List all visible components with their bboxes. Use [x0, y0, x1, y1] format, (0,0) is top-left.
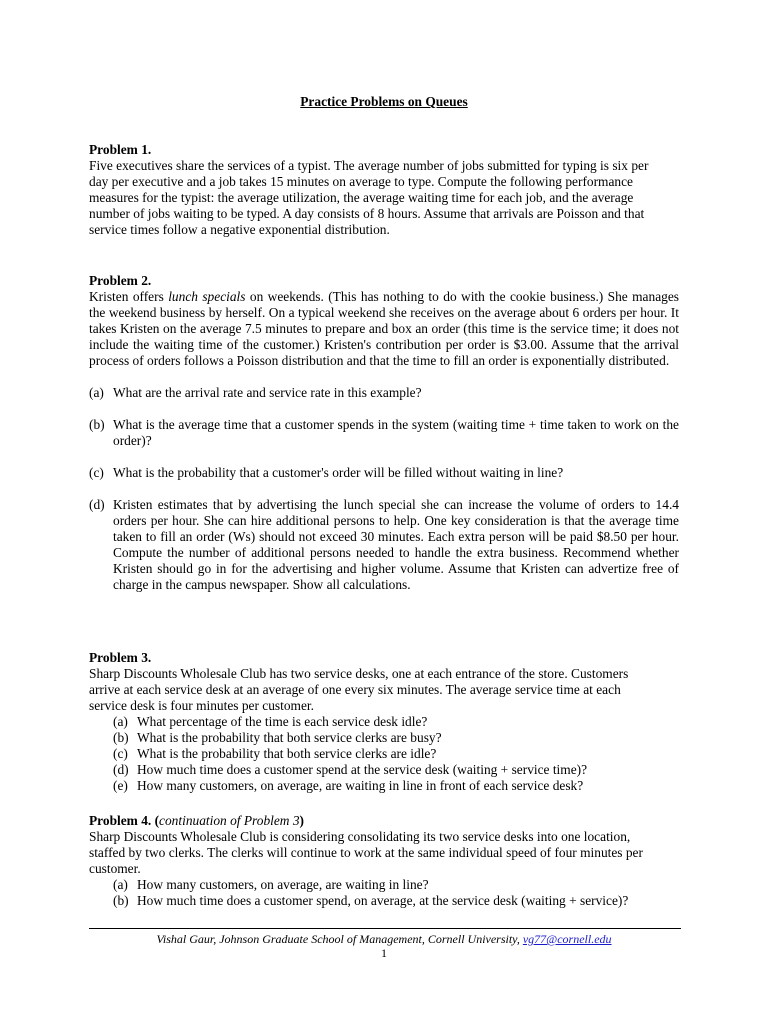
page-number: 1 [381, 946, 387, 960]
question-4b [113, 893, 679, 909]
problem-1-line: number of jobs waiting to be typed. A day consists of 8 hours. Assume that arrivals are Poisson and that [89, 206, 645, 221]
intro-text: on weekends. (This has nothing to do with the cookie business.) She manages the weekend business by herself. On a typical weekend she receives on the average about 6 orders per hour. It takes Kristen on the average 7.5 minutes to prepare and box an order (this time is the service time; it does not include the waiting time of the customer.) Kristen's contribution per order is $3.00. Assume that the arrival process of orders follows a Poisson distribution and that the time to fill an order is exponentially distributed. [89, 289, 679, 368]
problem-3 [89, 650, 679, 794]
problem-4-heading [89, 813, 679, 829]
problem-3-heading: Problem 3. [89, 650, 152, 665]
problem-4-text [89, 829, 679, 877]
item-label: (a) [113, 877, 128, 892]
problem-4-line: staffed by two clerks. The clerks will continue to work at the same individual speed of four minutes per [89, 845, 643, 860]
problem-1 [89, 142, 679, 238]
problem-3-line: Sharp Discounts Wholesale Club has two service desks, one at each entrance of the store. Customers [89, 666, 629, 681]
item-text: What is the average time that a customer spends in the system (waiting time + time taken to work on the order)? [113, 417, 679, 448]
question-2b [89, 417, 679, 449]
footer-text: Vishal Gaur, Johnson Graduate School of Management, Cornell University, [156, 932, 523, 946]
heading-text: ) [299, 813, 304, 828]
problem-3-questions [113, 714, 679, 794]
item-text: How much time does a customer spend, on average, at the service desk (waiting + service)? [137, 893, 629, 908]
item-text: What are the arrival rate and service rate in this example? [113, 385, 422, 400]
problem-4-questions [113, 877, 679, 909]
question-3b [113, 730, 679, 746]
item-text: What is the probability that both service clerks are idle? [137, 746, 437, 761]
problem-3-line: arrive at each service desk at an average of one every six minutes. The average service time at each [89, 682, 621, 697]
footer-divider [89, 928, 681, 929]
item-text: How much time does a customer spend at the service desk (waiting + service time)? [137, 762, 588, 777]
item-label: (d) [89, 497, 105, 512]
question-3c [113, 746, 679, 762]
problem-1-line: measures for the typist: the average utilization, the average waiting time for each job, and the average [89, 190, 634, 205]
item-label: (b) [113, 730, 129, 745]
page-title: Practice Problems on Queues [300, 94, 468, 109]
problem-4 [89, 813, 679, 909]
question-4a [113, 877, 679, 893]
item-text: What percentage of the time is each service desk idle? [137, 714, 428, 729]
item-text: How many customers, on average, are waiting in line? [137, 877, 429, 892]
intro-text: Kristen offers [89, 289, 169, 304]
item-label: (a) [113, 714, 128, 729]
question-3e [113, 778, 679, 794]
problem-1-line: day per executive and a job takes 15 minutes on average to type. Compute the following performance [89, 174, 634, 189]
item-text: Kristen estimates that by advertising the lunch special she can increase the volume of orders to 14.4 orders per hour. She can hire additional persons to help. One key consideration is that the average time taken to fill an order (Ws) should not exceed 30 minutes. Each extra person will be paid $8.50 per hour. Compute the number of additional persons needed to handle the extra business. Recommend whether Kristen should go in for the advertising and higher volume. Assume that Kristen can advertize free of charge in the campus newspaper. Show all calculations. [113, 497, 679, 592]
item-text: What is the probability that both service clerks are busy? [137, 730, 442, 745]
problem-2 [89, 273, 679, 593]
item-label: (b) [113, 893, 129, 908]
question-3a [113, 714, 679, 730]
problem-3-line: service desk is four minutes per customer. [89, 698, 314, 713]
item-label: (b) [89, 417, 105, 432]
item-label: (e) [113, 778, 128, 793]
lunch-specials-emphasis: lunch specials [168, 289, 246, 304]
question-2d [89, 497, 679, 593]
problem-3-text [89, 666, 679, 714]
question-3d [113, 762, 679, 778]
problem-4-line: customer. [89, 861, 141, 876]
problem-1-text [89, 158, 679, 238]
heading-italic: continuation of Problem 3 [159, 813, 300, 828]
question-2a [89, 385, 679, 401]
problem-1-heading: Problem 1. [89, 142, 152, 157]
item-text: What is the probability that a customer's order will be filled without waiting in line? [113, 465, 564, 480]
item-label: (c) [89, 465, 104, 480]
problem-1-line: Five executives share the services of a typist. The average number of jobs submitted for typing is six per [89, 158, 649, 173]
item-label: (d) [113, 762, 129, 777]
problem-2-heading: Problem 2. [89, 273, 152, 288]
heading-text: Problem 4. ( [89, 813, 160, 828]
item-label: (c) [113, 746, 128, 761]
problem-4-line: Sharp Discounts Wholesale Club is considering consolidating its two service desks into one location, [89, 829, 631, 844]
problem-1-line: service times follow a negative exponential distribution. [89, 222, 390, 237]
item-label: (a) [89, 385, 104, 400]
problem-2-intro [89, 289, 679, 369]
question-2c [89, 465, 679, 481]
item-text: How many customers, on average, are waiting in line in front of each service desk? [137, 778, 584, 793]
email-link[interactable]: vg77@cornell.edu [522, 932, 612, 946]
